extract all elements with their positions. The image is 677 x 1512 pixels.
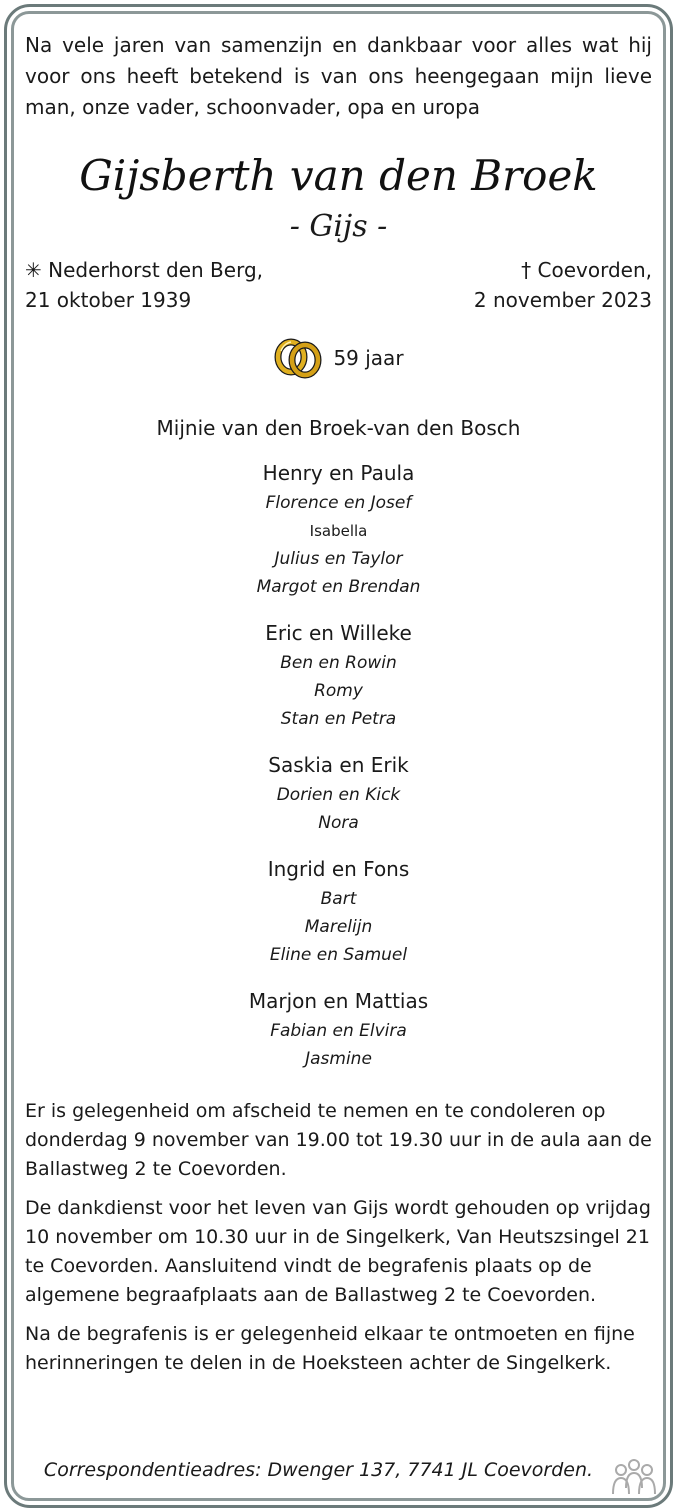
nickname: - Gijs -: [289, 209, 388, 244]
marriage-years: 59 jaar: [333, 346, 404, 370]
announcement-content: [25, 30, 652, 1388]
child-name: Ingrid en Fons: [267, 857, 410, 881]
death-symbol: †: [521, 258, 532, 282]
grandchild-name: Ben en Rowin: [280, 653, 397, 673]
service-information: [25, 1097, 652, 1378]
grandchild-name: Stan en Petra: [280, 709, 397, 729]
child-name: Henry en Paula: [262, 461, 415, 485]
death-info: [474, 255, 652, 315]
partner-name: Mijnie van den Broek-van den Bosch: [156, 416, 521, 440]
grandchild-name: Margot en Brendan: [256, 577, 421, 597]
info-paragraph: De dankdienst voor het leven van Gijs wordt gehouden op vrijdag 10 november om 10.30 uur in de Singelkerk, Van Heutszsingel 21 te Coevorden. Aansluitend vindt de begrafenis plaats op de algemene begraafplaats aan de Ballastweg 2 te Coevorden.: [25, 1197, 651, 1306]
child-group: [25, 749, 652, 837]
dates-row: [25, 255, 652, 315]
birth-date: 21 oktober 1939: [25, 288, 192, 312]
intro-text: Na vele jaren van samenzijn en dankbaar voor alles wat hij voor ons heeft betekend is van ons heengegaan mijn lieve man, onze vader, schoonvader, opa en uropa: [25, 33, 652, 119]
grandchild-name: Marelijn: [304, 917, 373, 937]
child-group: [25, 457, 652, 601]
deceased-name: Gijsberth van den Broek: [79, 151, 598, 200]
child-name: Marjon en Mattias: [248, 989, 429, 1013]
people-icon: [611, 1458, 657, 1498]
birth-symbol: ✳: [25, 258, 42, 282]
family-list: [25, 457, 652, 1073]
grandchild-name: Dorien en Kick: [276, 785, 401, 805]
grandchild-name: Nora: [318, 813, 359, 833]
correspondence-address: Correspondentieadres: Dwenger 137, 7741 JL Coevorden.: [43, 1459, 594, 1481]
child-name: Saskia en Erik: [268, 753, 409, 777]
birth-info: [25, 255, 263, 315]
grandchild-name: Romy: [314, 681, 363, 701]
child-name: Eric en Willeke: [265, 621, 412, 645]
info-paragraph: Er is gelegenheid om afscheid te nemen en te condoleren op donderdag 9 november van 19.00 tot 19.30 uur in de aula aan de Ballastweg 2 te Coevorden.: [25, 1100, 652, 1180]
grandchild-name: Eline en Samuel: [269, 945, 408, 965]
grandchild-name: Florence en Josef: [265, 493, 412, 513]
grandchild-name: Bart: [320, 889, 357, 909]
grandchild-name: Jasmine: [305, 1049, 372, 1069]
grandchild-name: Julius en Taylor: [274, 549, 403, 569]
wedding-rings-icon: [273, 337, 325, 379]
death-place: Coevorden,: [537, 258, 652, 282]
child-group: [25, 985, 652, 1073]
death-date: 2 november 2023: [473, 288, 652, 312]
grandchild-name: Fabian en Elvira: [270, 1021, 407, 1041]
child-group: [25, 853, 652, 969]
marriage-line: [25, 337, 652, 379]
birth-place: Nederhorst den Berg,: [48, 258, 263, 282]
great-grandchild-name: Isabella: [309, 522, 368, 540]
child-group: [25, 617, 652, 733]
info-paragraph: Na de begrafenis is er gelegenheid elkaar te ontmoeten en fijne herinneringen te delen in de Hoeksteen achter de Singelkerk.: [25, 1323, 635, 1374]
